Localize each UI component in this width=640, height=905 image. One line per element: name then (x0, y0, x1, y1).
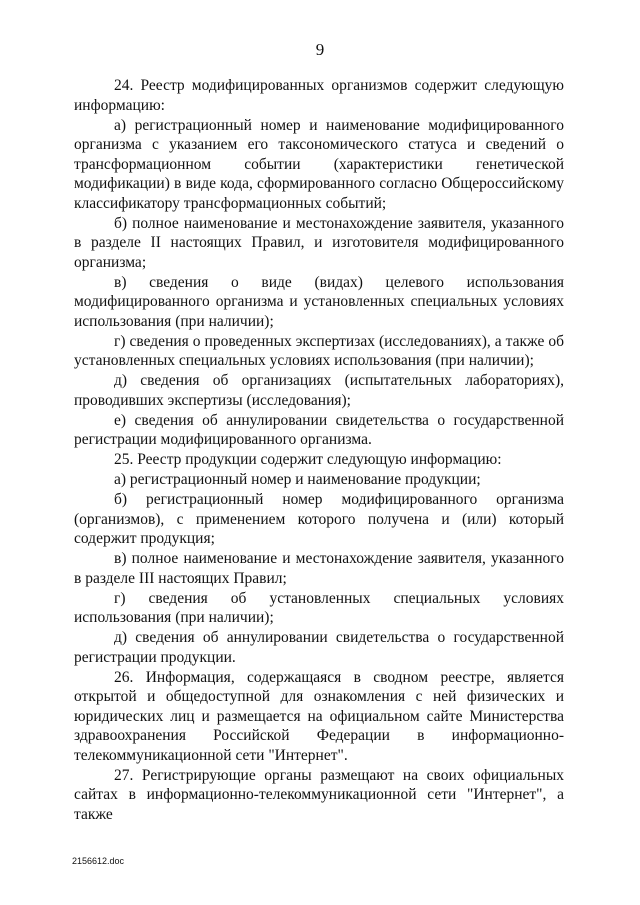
paragraph-27: 27. Регистрирующие органы размещают на своих официальных сайтах в информационно-телекоммуникационной сети "Интернет", а также (74, 766, 564, 823)
paragraph-26: 26. Информация, содержащаяся в сводном реестре, является открытой и общедоступной для ознакомления с ней физических и юридических лиц и размещается на официальном сайте Министерства здравоохранения Российской Федерации в информационно-телекоммуникационной сети "Интернет". (74, 668, 564, 764)
paragraph-24-d: д) сведения об организациях (испытательных лабораториях), проводивших экспертизы (исследования); (74, 372, 564, 409)
paragraph-25-v: в) полное наименование и местонахождение заявителя, указанного в разделе III настоящих Правил; (74, 550, 564, 587)
paragraph-24: 24. Реестр модифицированных организмов содержит следующую информацию: (74, 77, 564, 114)
paragraph-24-g: г) сведения о проведенных экспертизах (исследованиях), а также об установленных специальных условиях использования (при наличии); (74, 332, 564, 369)
paragraph-25-b: б) регистрационный номер модифицированного организма (организмов), с применением которого получена и (или) который содержит продукция; (74, 491, 564, 547)
paragraph-24-v: в) сведения о виде (видах) целевого использования модифицированного организма и установленных специальных условиях использования (при наличии); (74, 273, 564, 330)
paragraph-25-g: г) сведения об установленных специальных условиях использования (при наличии); (74, 589, 564, 626)
paragraph-24-a: а) регистрационный номер и наименование модифицированного организма с указанием его таксономического статуса и сведений о трансформационном событии (характеристики генетической модификации) в виде кода, сформированного согласно Общероссийскому классификатору трансформационных событий; (74, 116, 564, 212)
paragraph-24-e: е) сведения об аннулировании свидетельства о государственной регистрации модифицированного организма. (74, 411, 564, 448)
paragraph-24-b: б) полное наименование и местонахождение заявителя, указанного в разделе II настоящих Правил, и изготовителя модифицированного организма; (74, 214, 564, 271)
page-number: 9 (315, 40, 325, 59)
file-name-footer: 2156612.doc (72, 856, 125, 866)
paragraph-25-d: д) сведения об аннулировании свидетельства о государственной регистрации продукции. (74, 629, 564, 666)
paragraph-25-a: а) регистрационный номер и наименование продукции; (114, 471, 481, 488)
paragraph-25: 25. Реестр продукции содержит следующую информацию: (114, 451, 502, 468)
document-body (74, 76, 564, 824)
